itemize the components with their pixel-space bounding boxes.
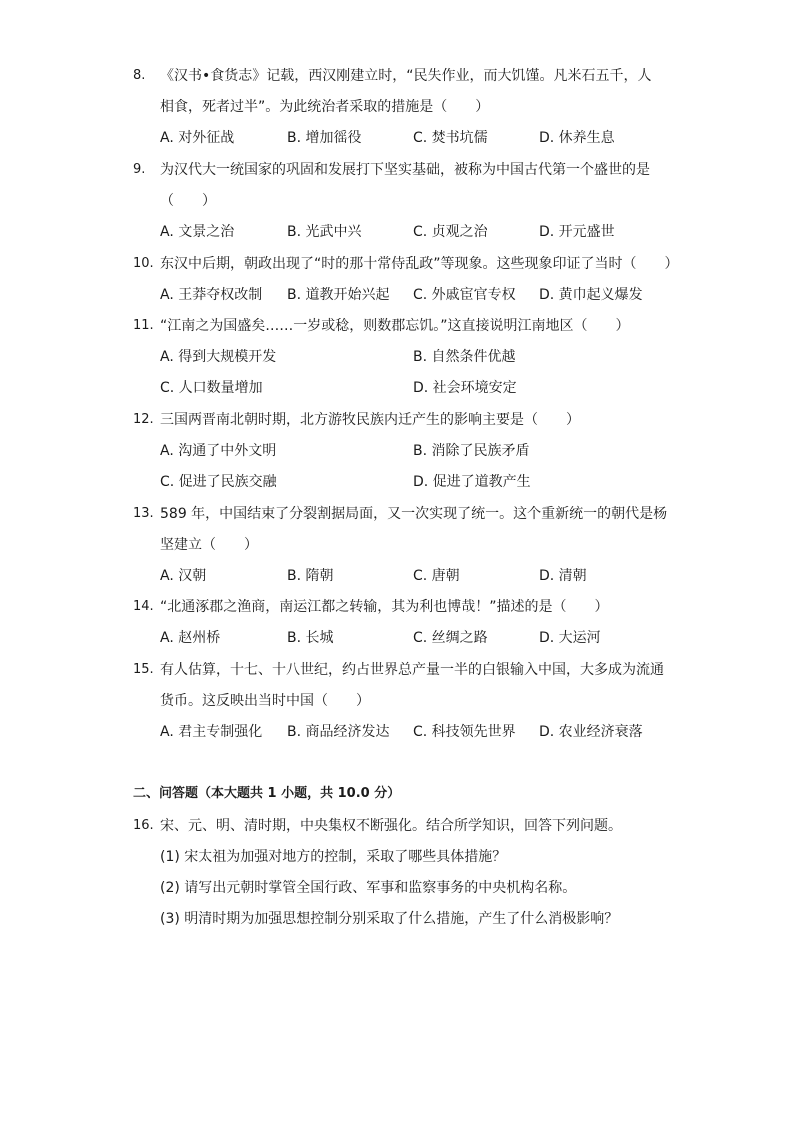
option-c[interactable]: C. 外戚宦官专权 [413,287,516,303]
question-stem-line: 东汉中后期，朝政出现了“时的那十常侍乱政”等现象。这些现象印证了当时（ ） [160,256,679,272]
question-stem-line: （ ） [160,193,216,209]
sub-question: (2) 请写出元朝时掌管全国行政、军事和监察事务的中央机构名称。 [160,880,577,896]
option-d[interactable]: D. 休养生息 [539,130,615,146]
question-stem-line: “江南之为国盛矣……一岁或稔，则数郡忘饥。”这直接说明江南地区（ ） [160,318,630,334]
option-a[interactable]: A. 汉朝 [160,568,207,584]
option-d[interactable]: D. 清朝 [539,568,587,584]
option-a[interactable]: A. 王莽夺权改制 [160,287,263,303]
question-stem-line: 坚建立（ ） [160,537,258,553]
option-a[interactable]: A. 君主专制强化 [160,724,263,740]
option-d[interactable]: D. 大运河 [539,630,601,646]
option-b[interactable]: B. 商品经济发达 [287,724,390,740]
option-b[interactable]: B. 隋朝 [287,568,334,584]
option-b[interactable]: B. 道教开始兴起 [287,287,390,303]
question-stem-line: 三国两晋南北朝时期，北方游牧民族内迁产生的影响主要是（ ） [160,412,580,428]
question-number: 16. [133,818,154,833]
question-stem-line: 589 年，中国结束了分裂割据局面，又一次实现了统一。这个重新统一的朝代是杨 [160,506,668,522]
option-c[interactable]: C. 焚书坑儒 [413,130,488,146]
question-number: 15. [133,662,154,677]
question-number: 9. [133,162,146,177]
option-d[interactable]: D. 开元盛世 [539,224,615,240]
question-stem-line: 宋、元、明、清时期，中央集权不断强化。结合所学知识，回答下列问题。 [160,818,622,834]
option-a[interactable]: A. 沟通了中外文明 [160,443,277,459]
option-c[interactable]: C. 人口数量增加 [160,380,263,396]
option-c[interactable]: C. 唐朝 [413,568,460,584]
sub-question: (1) 宋太祖为加强对地方的控制，采取了哪些具体措施？ [160,849,507,865]
option-b[interactable]: B. 光武中兴 [287,224,362,240]
question-stem-line: 为汉代大一统国家的巩固和发展打下坚实基础，被称为中国古代第一个盛世的是 [160,162,650,178]
option-b[interactable]: B. 增加徭役 [287,130,362,146]
question-number: 8. [133,68,146,83]
option-a[interactable]: A. 对外征战 [160,130,235,146]
option-a[interactable]: A. 文景之治 [160,224,235,240]
option-b[interactable]: B. 长城 [287,630,334,646]
option-b[interactable]: B. 消除了民族矛盾 [413,443,530,459]
question-number: 13. [133,506,154,521]
option-c[interactable]: C. 促进了民族交融 [160,474,277,490]
question-number: 11. [133,318,154,333]
option-c[interactable]: C. 丝绸之路 [413,630,488,646]
option-c[interactable]: C. 科技领先世界 [413,724,516,740]
question-stem-line: 货币。这反映出当时中国（ ） [160,693,370,709]
sub-question: (3) 明清时期为加强思想控制分别采取了什么措施，产生了什么消极影响？ [160,911,619,927]
question-number: 12. [133,412,154,427]
question-stem-line: 《汉书•食货志》记载，西汉刚建立时，“民失作业，而大饥馑。凡米石五千，人 [160,68,652,84]
option-d[interactable]: D. 农业经济衰落 [539,724,643,740]
option-b[interactable]: B. 自然条件优越 [413,349,516,365]
question-stem-line: 相食，死者过半”。为此统治者采取的措施是（ ） [160,99,490,115]
section-heading: 二、问答题（本大题共 1 小题，共 10.0 分） [133,786,401,801]
option-a[interactable]: A. 赵州桥 [160,630,221,646]
option-c[interactable]: C. 贞观之治 [413,224,488,240]
option-d[interactable]: D. 社会环境安定 [413,380,517,396]
question-number: 14. [133,599,154,614]
option-a[interactable]: A. 得到大规模开发 [160,349,277,365]
question-number: 10. [133,256,154,271]
option-d[interactable]: D. 促进了道教产生 [413,474,531,490]
question-stem-line: “北通涿郡之渔商，南运江都之转输，其为利也博哉！”描述的是（ ） [160,599,609,615]
question-stem-line: 有人估算，十七、十八世纪，约占世界总产量一半的白银输入中国，大多成为流通 [160,662,664,678]
option-d[interactable]: D. 黄巾起义爆发 [539,287,643,303]
